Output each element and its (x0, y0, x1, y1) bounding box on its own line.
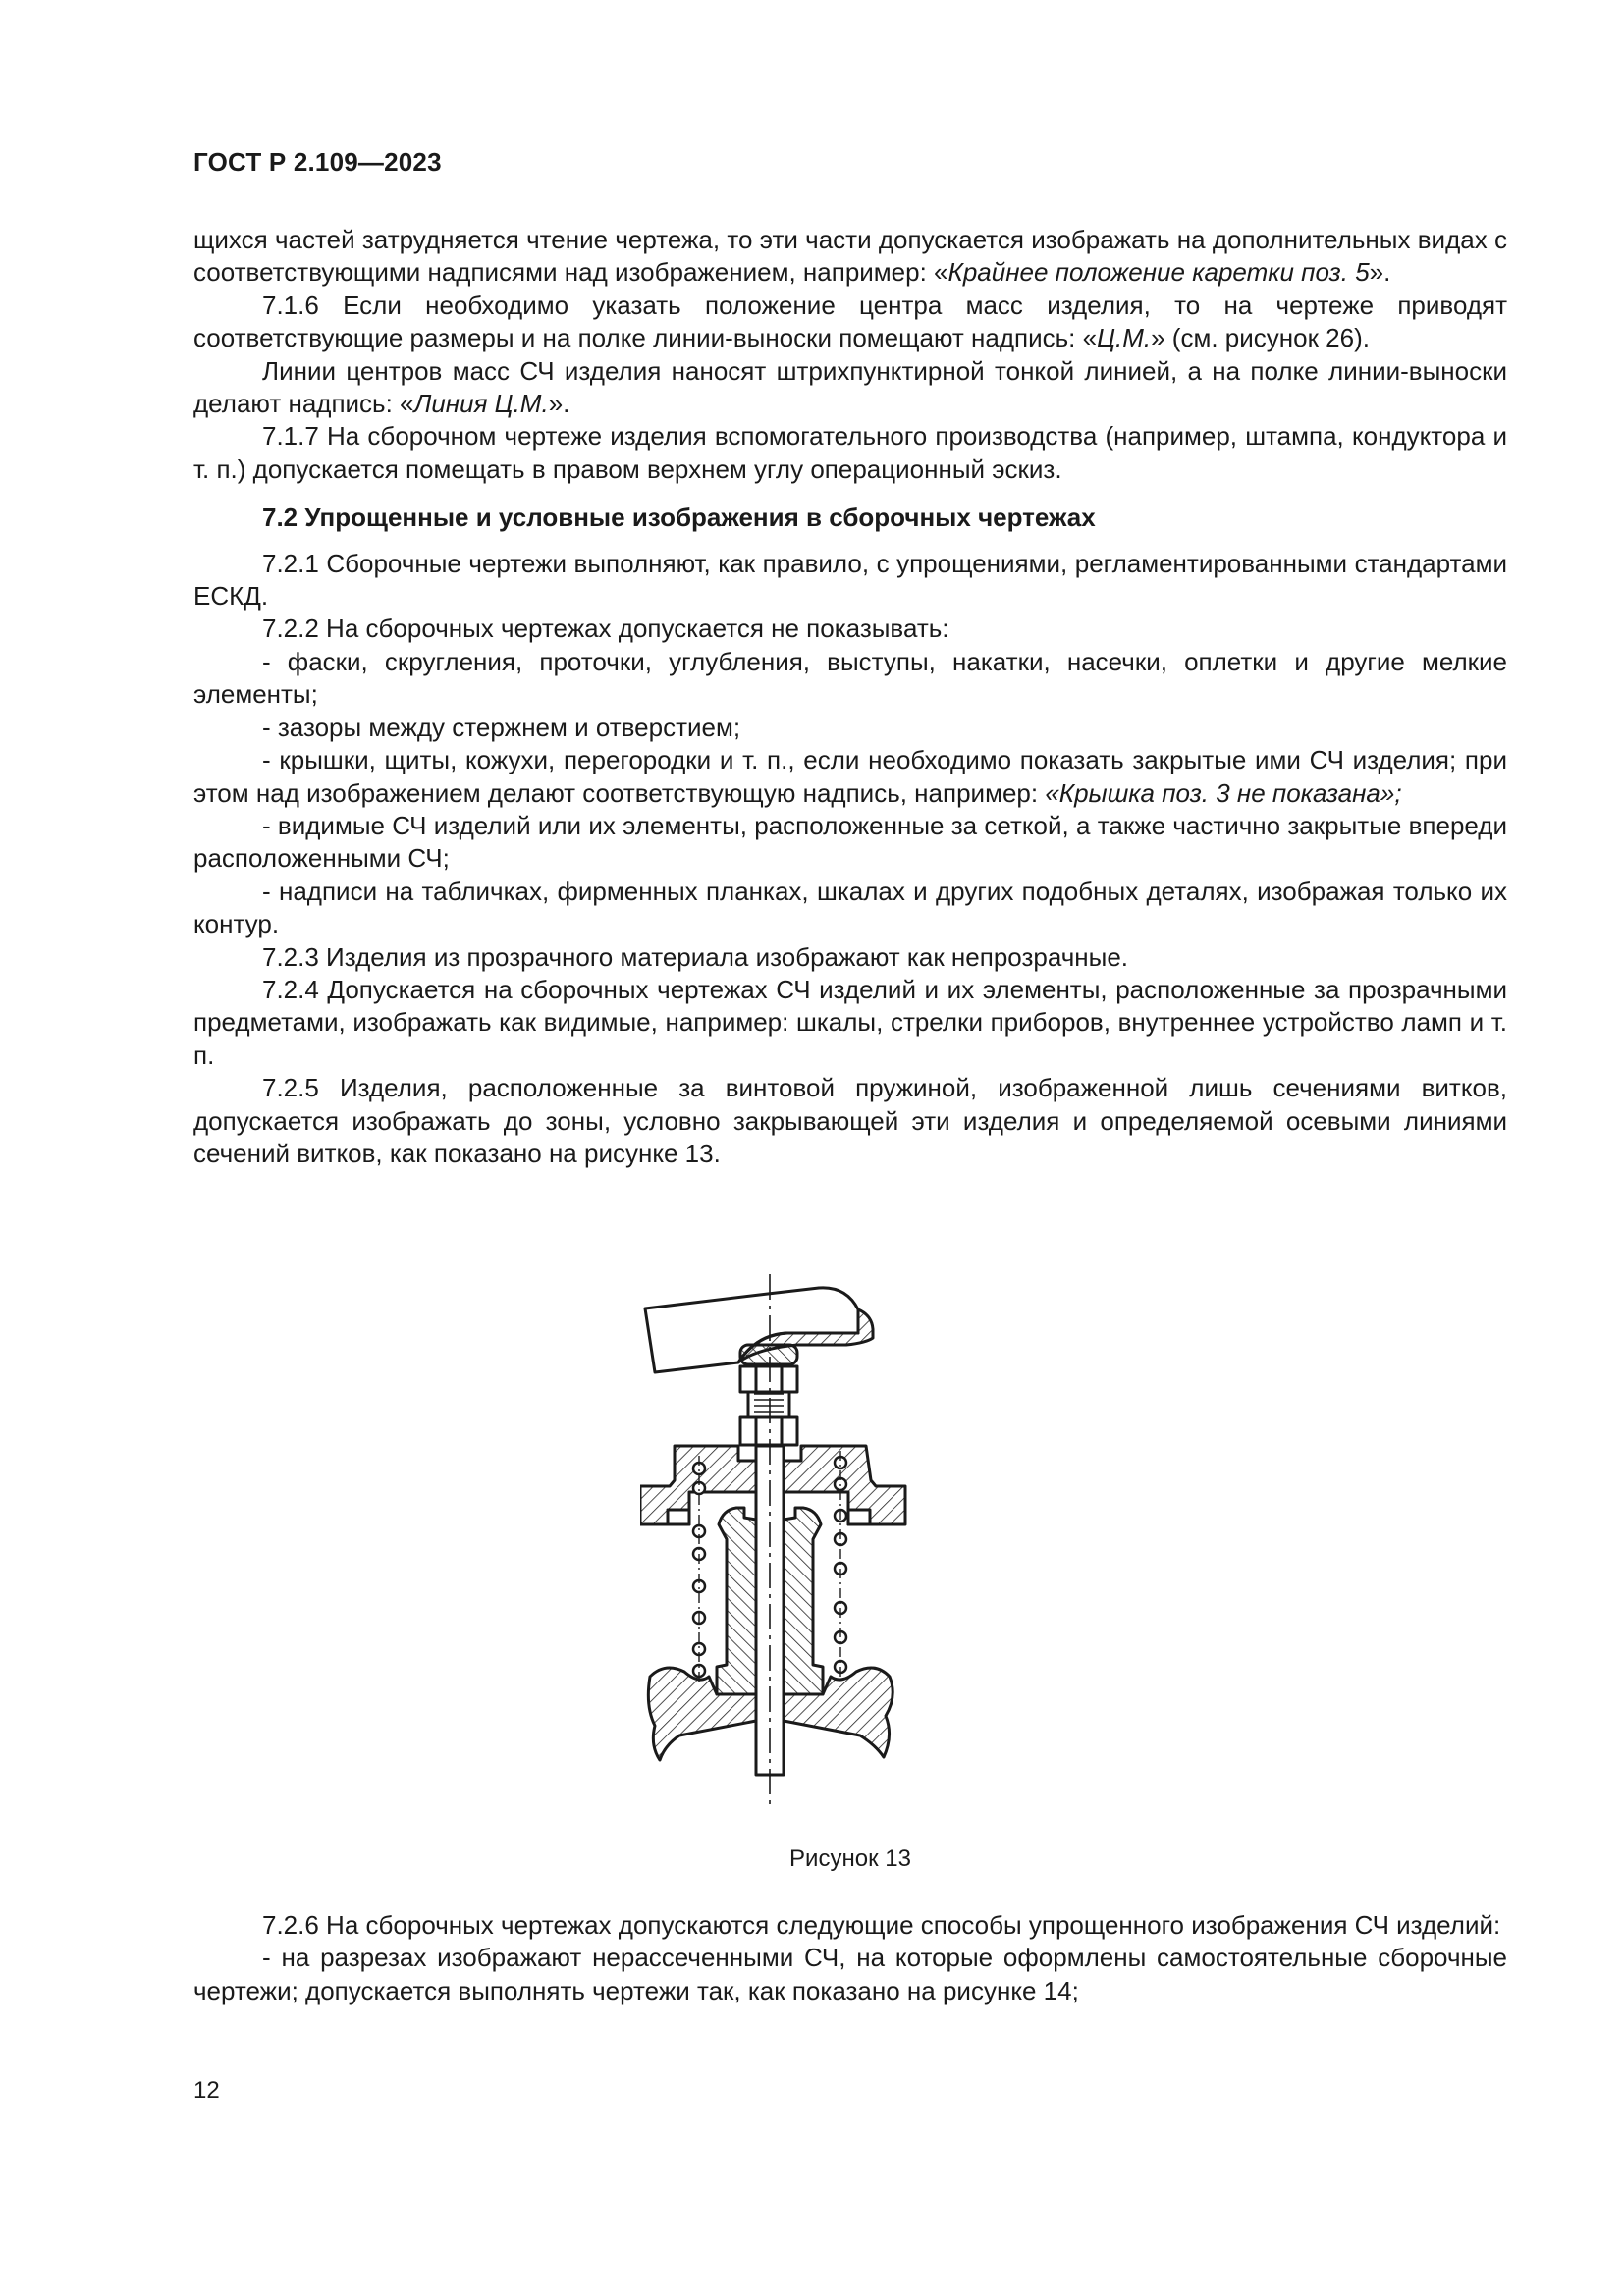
paragraph: 7.2.5 Изделия, расположенные за винтовой пружиной, изображенной лишь сечениями витков, допускается изображать до зоны, условно закрывающей эти изделия и определяемой осевыми линиями сечений витков, как показано на рисунке 13. (193, 1073, 1507, 1168)
list-item: - крышки, щиты, кожухи, перегородки и т. п., если необходимо показать закрытые ими СЧ изделия; при этом над изображением делают соответствующую надпись, например: «Крышка поз. 3 не показана»; (193, 745, 1507, 808)
list-item: - надписи на табличках, фирменных планках, шкалах и других подобных деталях, изображая только их контур. (193, 876, 1507, 939)
paragraph: 7.2.4 Допускается на сборочных чертежах СЧ изделий и их элементы, расположенные за прозрачными предметами, изображать как видимые, например: шкалы, стрелки приборов, внутреннее устройство ламп и т. п. (193, 974, 1507, 1070)
section-title: 7.2 Упрощенные и условные изображения в сборочных чертежах (262, 503, 1096, 533)
body-text-continued (193, 1909, 1507, 2007)
paragraph: 7.1.6 Если необходимо указать положение центра масс изделия, то на чертеже приводят соответствующие размеры и на полке линии-выноски помещают надпись: «Ц.М.» (см. рисунок 26). (193, 290, 1507, 353)
document-header: ГОСТ Р 2.109—2023 (193, 147, 442, 177)
paragraph: 7.2.6 На сборочных чертежах допускаются следующие способы упрощенного изображения СЧ изделий: (262, 1910, 1501, 1940)
lower-nut (740, 1417, 797, 1445)
paragraph: 7.2.3 Изделия из прозрачного материала изображают как непрозрачные. (262, 941, 1129, 972)
figure-13-drawing (640, 1274, 1259, 1804)
page-number: 12 (193, 2077, 220, 2104)
upper-nut (740, 1366, 797, 1392)
paragraph: 7.2.2 На сборочных чертежах допускается не показывать: (262, 614, 949, 644)
bushing-right (784, 1508, 823, 1694)
body-text (193, 224, 1507, 1170)
list-item: - фаски, скругления, проточки, углубления, выступы, накатки, насечки, оплетки и другие мелкие элементы; (193, 646, 1507, 710)
bushing-left (717, 1508, 756, 1694)
cap (740, 1345, 797, 1364)
paragraph: Линии центров масс СЧ изделия наносят штрихпунктирной тонкой линией, а на полке линии-выноски делают надпись: «Линия Ц.М.». (193, 355, 1507, 419)
paragraph: щихся частей затрудняется чтение чертежа, то эти части допускается изображать на дополнительных видах с соответствующими надписями над изображением, например: «Крайнее положение каретки поз. 5». (193, 225, 1507, 288)
figure-caption: Рисунок 13 (789, 1845, 911, 1872)
list-item: - видимые СЧ изделий или их элементы, расположенные за сеткой, а также частично закрытые впереди расположенными СЧ; (193, 810, 1507, 874)
list-item: - зазоры между стержнем и отверстием; (262, 712, 741, 742)
paragraph: 7.1.7 На сборочном чертеже изделия вспомогательного производства (например, штампа, кондуктора и т. п.) допускается помещать в правом верхнем углу операционный эскиз. (193, 421, 1507, 484)
paragraph: 7.2.1 Сборочные чертежи выполняют, как правило, с упрощениями, регламентированными стандартами ЕСКД. (193, 548, 1507, 612)
list-item: - на разрезах изображают нерассеченными СЧ, на которые оформлены самостоятельные сборочные чертежи; допускается выполнять чертежи так, как показано на рисунке 14; (193, 1943, 1507, 2005)
